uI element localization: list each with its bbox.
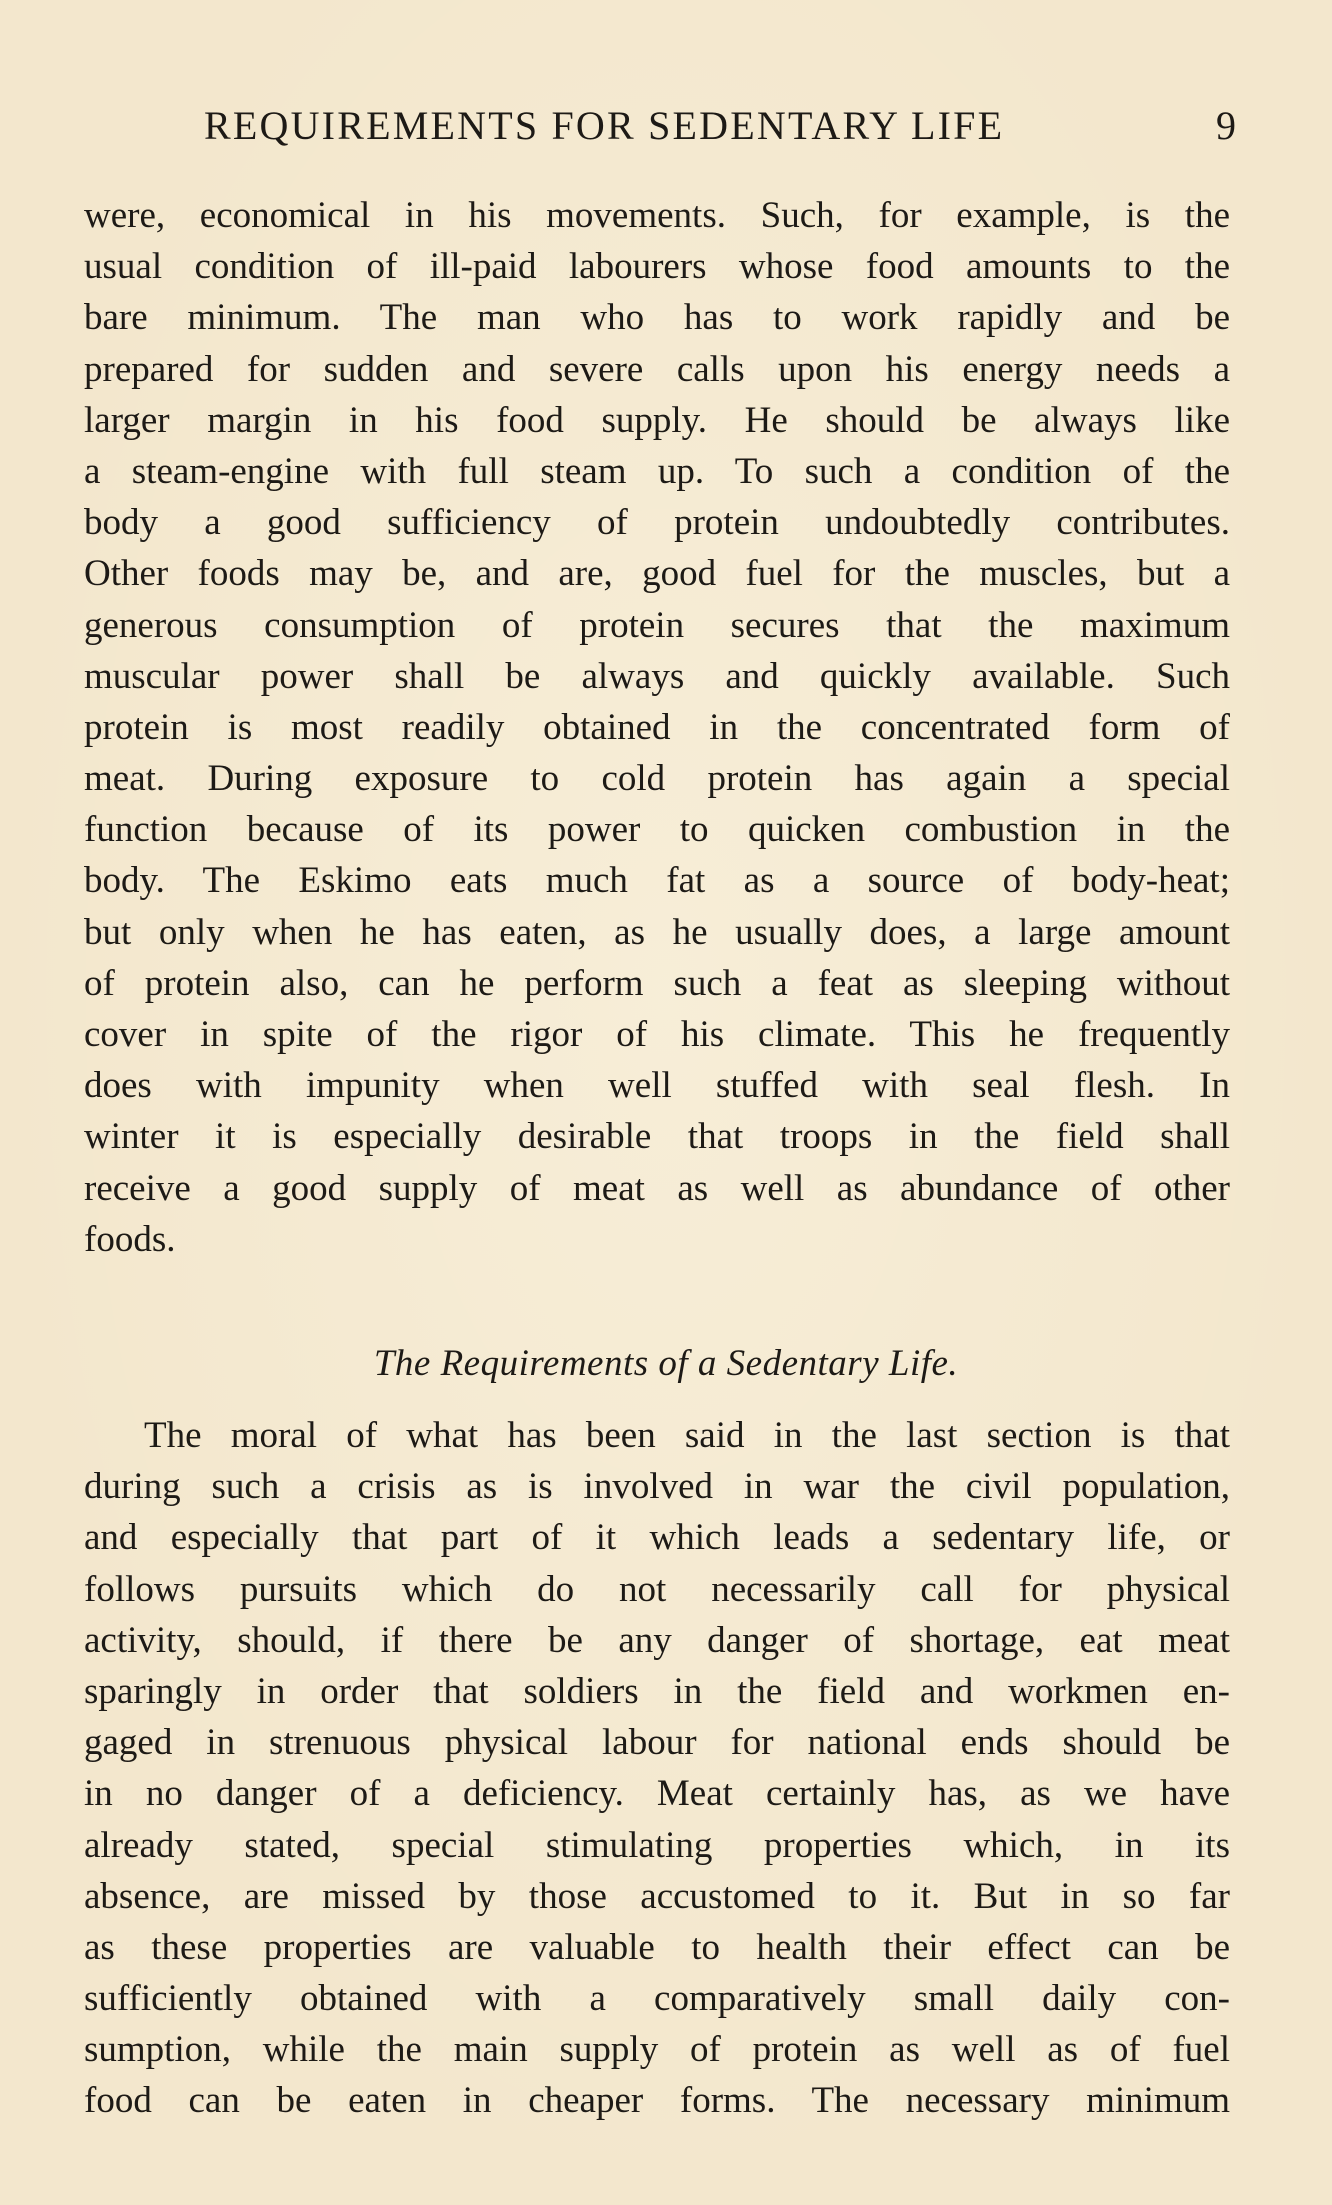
text-line: in no danger of a deficiency. Meat certainly has, as we have	[84, 1773, 1230, 1815]
paragraph-continued	[84, 190, 1230, 1265]
text-line: sparingly in order that soldiers in the field and workmen en-	[84, 1670, 1230, 1712]
text-line: bare minimum. The man who has to work rapidly and be	[84, 297, 1230, 339]
text-line: a steam-engine with full steam up. To such a condition of the	[84, 450, 1230, 492]
text-line: receive a good supply of meat as well as abundance of other	[84, 1167, 1230, 1209]
text-line: muscular power shall be always and quickly available. Such	[84, 655, 1230, 697]
text-line: larger margin in his food supply. He should be always like	[84, 399, 1230, 441]
text-line: already stated, special stimulating properties which, in its	[84, 1824, 1230, 1866]
text-line: as these properties are valuable to health their effect can be	[84, 1926, 1230, 1968]
text-line: activity, should, if there be any danger of shortage, eat meat	[84, 1619, 1230, 1661]
text-line: gaged in strenuous physical labour for national ends should be	[84, 1722, 1230, 1764]
text-line: does with impunity when well stuffed with seal flesh. In	[84, 1065, 1230, 1107]
text-line: sumption, while the main supply of protein as well as of fuel	[84, 2029, 1230, 2071]
text-line: sufficiently obtained with a comparatively small daily con-	[84, 1978, 1230, 2020]
text-line: protein is most readily obtained in the concentrated form of	[84, 706, 1230, 748]
text-line: of protein also, can he perform such a feat as sleeping without	[84, 962, 1230, 1004]
text-line: absence, are missed by those accustomed to it. But in so far	[84, 1875, 1230, 1917]
text-line: follows pursuits which do not necessarily call for physical	[84, 1568, 1230, 1610]
text-line: cover in spite of the rigor of his climate. This he frequently	[84, 1014, 1230, 1055]
text-line: body a good sufficiency of protein undoubtedly contributes.	[84, 502, 1230, 544]
running-title: REQUIREMENTS FOR SEDENTARY LIFE	[204, 103, 1005, 148]
text-line: The moral of what has been said in the last section is that	[144, 1415, 1230, 1456]
running-head	[204, 100, 1236, 152]
paragraph	[84, 1410, 1230, 2127]
text-line: winter it is especially desirable that troops in the field shall	[84, 1116, 1230, 1158]
text-line: prepared for sudden and severe calls upon his energy needs a	[84, 348, 1230, 390]
text-line: Other foods may be, and are, good fuel for the muscles, but a	[84, 553, 1230, 595]
text-line: were, economical in his movements. Such, for example, is the	[84, 195, 1230, 236]
text-line: meat. During exposure to cold protein has again a special	[84, 758, 1230, 800]
text-line: during such a crisis as is involved in war the civil population,	[84, 1466, 1230, 1508]
text-line: foods.	[84, 1218, 176, 1260]
text-line: and especially that part of it which leads a sedentary life, or	[84, 1517, 1230, 1559]
page-number: 9	[1216, 103, 1236, 148]
text-line: generous consumption of protein secures that the maximum	[84, 604, 1230, 646]
text-line: body. The Eskimo eats much fat as a source of body-heat;	[84, 860, 1230, 902]
text-line: but only when he has eaten, as he usually does, a large amount	[84, 911, 1230, 953]
text-line: food can be eaten in cheaper forms. The necessary minimum	[84, 2080, 1230, 2122]
text-line: usual condition of ill-paid labourers whose food amounts to the	[84, 246, 1230, 288]
text-line: function because of its power to quicken combustion in the	[84, 809, 1230, 851]
section-heading: The Requirements of a Sedentary Life.	[373, 1343, 959, 1384]
